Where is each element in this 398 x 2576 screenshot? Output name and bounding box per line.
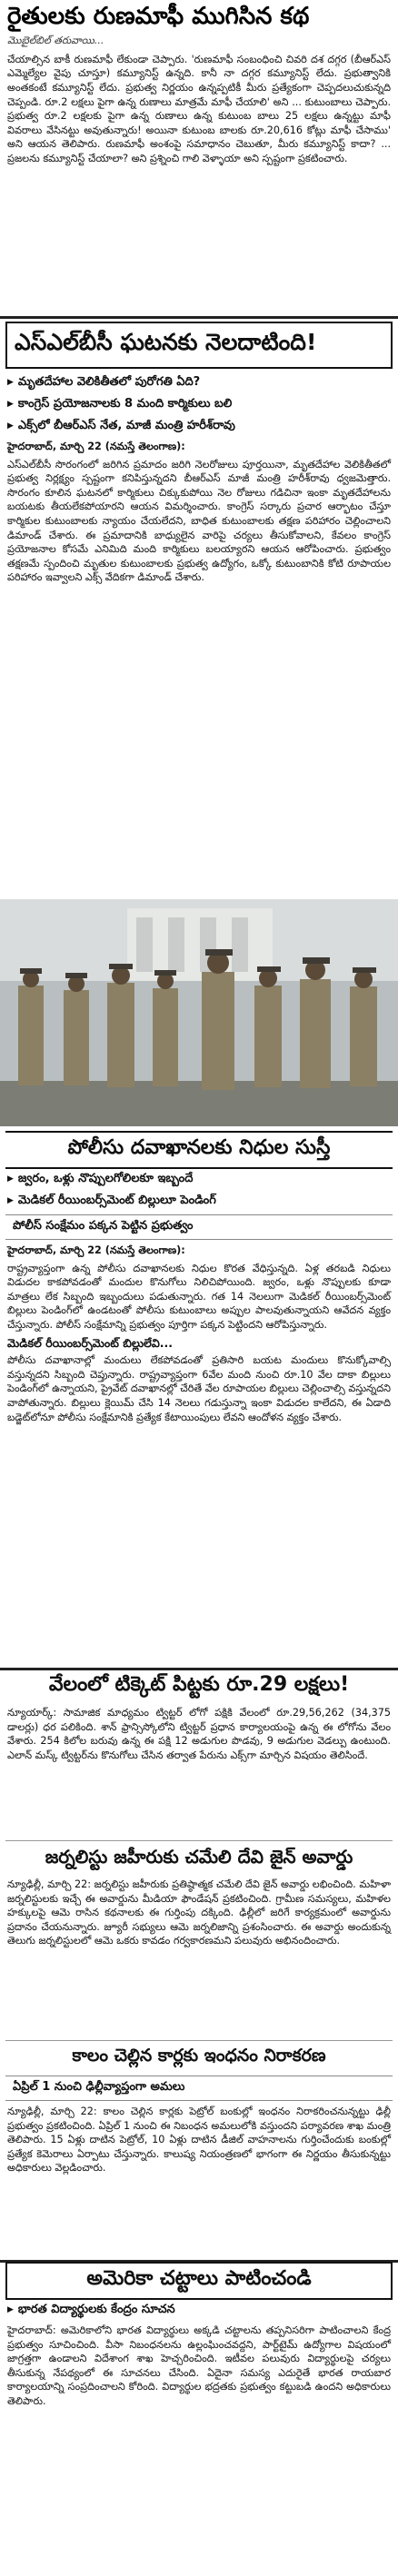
- story-loan-waiver: [0, 0, 398, 309]
- subhead-bullet: ▶ భారత విద్యార్థులకు కేంద్రం సూచన: [0, 2300, 398, 2322]
- subhead-bullet: ▶ ఎక్స్‌లో బీఆర్‌ఎస్ నేత, మాజీ మంత్రి హరీశ్‌రావు: [0, 416, 398, 438]
- story-body: ఎస్‌ఎల్‌బీసీ సొరంగంలో జరిగిన ప్రమాదం జరిగి నెలరోజులు పూర్తయినా, మృతదేహాల వెలికితీతలో ప్రభుత్వ నిర్లక్ష్యం స్పష్టంగా కనిపిస్తున్నదని బీఆర్‌ఎస్ మాజీ మంత్రి హరీశ్‌రావు ధ్వజమెత్తారు. సొరంగం కూలిన ఘటనలో కార్మికులు చిక్కుకుపోయి నెల రోజులు గడిచినా ఇంకా మృతదేహాలను బయటకు తీయలేకపోయారని ఆయన విమర్శించారు. కాంగ్రెస్ సర్కారు ప్రచార ఆర్భాటం చేస్తూ కార్మికుల కుటుంబాలకు న్యాయం చేయలేదని, బాధిత కుటుంబాలకు తక్షణ పరిహారం చెల్లించాలని డిమాండ్ చేశారు. ఈ ప్రమాదానికి బాధ్యులైన వారిపై చర్యలు తీసుకోవాలని, కేవలం కాంగ్రెస్ ప్రయోజనాల కోసమే ఎనిమిది మంది కార్మికులు బలయ్యారని ఆయన ఆరోపించారు. ప్రభుత్వం తక్షణమే స్పందించి మృతుల కుటుంబాలకు ప్రభుత్వ ఉద్యోగం, ఒక్కో కుటుంబానికి కోటి రూపాయల పరిహారం ఇవ్వాలని ఎక్స్ వేదికగా డిమాండ్ చేశారు.: [7, 458, 391, 584]
- story-body: న్యూఢిల్లీ, మార్చి 22: జర్నలిస్టు జహీరుకు ప్రతిష్ఠాత్మక చమేలి దేవి జైన్ అవార్డు లభించింది. మహిళా జర్నలిస్టులకు ఇచ్చే ఈ అవార్డును మీడియా ఫౌండేషన్ ప్రకటించింది. గ్రామీణ సమస్యలు, మహిళల హక్కులపై ఆమె రాసిన కథనాలకు ఈ గుర్తింపు దక్కింది. ఢిల్లీలో జరిగే కార్యక్రమంలో అవార్డును ప్రదానం చేయనున్నారు. జ్యూరీ సభ్యులు ఆమె జర్నలిజాన్ని ప్రశంసించారు. ఈ అవార్డు అందుకున్న తెలుగు జర్నలిస్టులలో ఆమె ఒకరు కావడం గర్వకారణమని పలువురు అభినందించారు.: [7, 1878, 391, 1947]
- story-body: హైదరాబాద్: అమెరికాలోని భారత విద్యార్థులు అక్కడి చట్టాలను తప్పనిసరిగా పాటించాలని కేంద్ర ప్రభుత్వం సూచించింది. వీసా నిబంధనలను ఉల్లంఘించవద్దని, పార్ట్‌టైమ్ ఉద్యోగాల విషయంలో జాగ్రత్తగా ఉండాలని విదేశాంగ శాఖ హెచ్చరించింది. ఇటీవల పలువురు విద్యార్థులపై చర్యలు తీసుకున్న నేపథ్యంలో ఈ సూచనలు చేసింది. ఏదైనా సమస్య ఎదురైతే భారత రాయబార కార్యాలయాన్ని సంప్రదించాలని కోరింది. విద్యార్థుల భద్రతకు ప్రభుత్వం కట్టుబడి ఉందని అధికారులు తెలిపారు.: [7, 2324, 391, 2407]
- story-twitter-bird: [0, 1669, 398, 1833]
- subhead-boxed: ఏప్రిల్ 1 నుంచి ఢిల్లీవ్యాప్తంగా అమలు: [5, 2076, 393, 2101]
- story-police-hospitals: [0, 1131, 398, 1658]
- subhead-bullet: ▶ జ్వరం, ఒళ్లు నొప్పులగోలిలకూ ఇబ్బందే: [0, 1169, 398, 1191]
- headline-loan-waiver: రైతులకు రుణమాఫీ ముగిసిన కథ: [7, 3, 310, 30]
- story-body: న్యూయార్క్: సామాజిక మాధ్యమం ట్విట్టర్ లోగో పక్షికి వేలంలో రూ.29,56,262 (34,375 డాలర్లు) ధర పలికింది. శాన్ ఫ్రాన్సిస్కోలోని ట్విట్టర్ ప్రధాన కార్యాలయంపై ఉన్న ఈ లోగోను వేలం వేశారు. 254 కిలోల బరువు ఉన్న ఈ పక్షి 12 అడుగుల పొడవు, 9 అడుగుల వెడల్పు ఉంటుంది. ఎలాన్ మస్క్ ట్విట్టర్‌ను కొనుగోలు చేసిన తర్వాత పేరును ఎక్స్‌గా మార్చిన విషయం తెలిసిందే.: [7, 1707, 391, 1761]
- dateline: హైదరాబాద్, మార్చి 22 (నమస్తే తెలంగాణ):: [7, 1244, 185, 1256]
- story-journalist-award: [0, 1842, 398, 2033]
- story-old-cars: [0, 2042, 398, 2251]
- divider: [5, 2040, 393, 2041]
- headline-slbc: ఎస్‌ఎల్‌బీసీ ఘటనకు నెలదాటింది!: [5, 322, 393, 369]
- story-us-laws: [0, 2262, 398, 2576]
- story-slbc: [0, 318, 398, 899]
- police-parade-photo: [0, 899, 398, 1126]
- headline-old-cars: కాలం చెల్లిన కార్లకు ఇంధనం నిరాకరణ: [72, 2046, 326, 2066]
- subhead-bullet: ▶ కాంగ్రెస్ ప్రయోజనాలకు 8 మంది కార్మికులు బలి: [0, 394, 398, 416]
- divider: [5, 1840, 393, 1841]
- subhead-bullet: ▶ మృతదేహాల వెలికితీతలో పురోగతి ఏది?: [0, 372, 398, 394]
- story-body: రాష్ట్రవ్యాప్తంగా ఉన్న పోలీసు దవాఖానలకు నిధుల కొరత వేధిస్తున్నది. ఏళ్ల తరబడి నిధులు విడుదల కాకపోవడంతో మందుల కొనుగోలు నిలిచిపోయింది. జ్వరం, ఒళ్లు నొప్పులకు కూడా మాత్రలు లేక సిబ్బంది ఇబ్బందులు పడుతున్నారు. గత 14 నెలలుగా మెడికల్ రీయింబర్స్‌మెంట్ బిల్లులు పెండింగ్‌లో ఉండటంతో పోలీసు కుటుంబాలు అప్పుల పాలవుతున్నాయని ఆవేదన వ్యక్తం చేస్తున్నారు. పోలీస్ సంక్షేమాన్ని ప్రభుత్వం పూర్తిగా పక్కన పెట్టిందని ఆరోపిస్తున్నారు.: [7, 1262, 391, 1331]
- story-body: న్యూఢిల్లీ, మార్చి 22: కాలం చెల్లిన కార్లకు పెట్రోల్ బంకుల్లో ఇంధనం నిరాకరించనున్నట్టు ఢిల్లీ ప్రభుత్వం ప్రకటించింది. ఏప్రిల్ 1 నుంచి ఈ నిబంధన అమలులోకి వస్తుందని పర్యావరణ శాఖ మంత్రి తెలిపారు. 15 ఏళ్లు దాటిన పెట్రోల్, 10 ఏళ్లు దాటిన డీజిల్ వాహనాలను గుర్తించేందుకు బంకుల్లో ప్రత్యేక కెమెరాలు ఏర్పాటు చేస్తున్నారు. కాలుష్య నియంత్రణలో భాగంగా ఈ నిర్ణయం తీసుకున్నట్టు అధికారులు వెల్లడించారు.: [7, 2105, 391, 2175]
- story-body: పోలీసు దవాఖానాల్లో మందులు లేకపోవడంతో ప్రతిసారి బయట మందులు కొనుక్కోవాల్సి వస్తున్నదని సిబ్బంది చెప్తున్నారు. రాష్ట్రవ్యాప్తంగా 6వేల మంది నుంచి రూ.10 వేల దాకా బిల్లులు పెండింగ్‌లో ఉన్నాయని, ప్రైవేట్ దవాఖానల్లో చేరితే వేల రూపాయల బిల్లులు చెల్లించాల్సి వస్తున్నదని వాపోతున్నారు. బిల్లులు క్లెయిమ్ చేసి 14 నెలలు గడుస్తున్నా ఇంకా విడుదల కాలేదని, ఈ ఏడాది బడ్జెట్‌లోనూ పోలీసు సంక్షేమానికి ప్రత్యేక కేటాయింపులు లేవని ఆందోళన వ్యక్తం చేశారు.: [7, 1354, 391, 1423]
- photo-illustration: [0, 899, 398, 1126]
- headline-twitter-bird: వేలంలో టిక్కెట్ పిట్టకు రూ.29 లక్షలు!: [48, 1673, 350, 1696]
- subhead-boxed: పోలీస్ సంక్షేమం పక్కన పెట్టిన ప్రభుత్వం: [5, 1214, 393, 1240]
- continuation-kicker: మొబైల్‌బిల్ తరువాయి...: [7, 34, 104, 46]
- story-body: చేయాల్సిన బాకీ రుణమాఫీ లేకుండా చెప్పారు. 'రుణమాఫీ సంబంధించి చివరి దశ దగ్గర (బీఆర్‌ఎస్ ఎమ్మెల్యేల వైపు చూస్తూ) కమ్యూనిస్ట్ ఉన్నది. కానీ నా దగ్గర కమ్యూనిస్ట్ లేదు. ప్రభుత్వానికి అంతకంటే కమ్యూనిస్ట్ లేదు. ప్రభుత్వ నిర్ణయం ఉన్నప్పటికీ మీరు ప్రత్యేకంగా చెప్పదలుచుకున్నది చెప్పండి. రూ.2 లక్షలు పైగా ఉన్న రుణాలు మాత్రమే మాఫీ చేయాలి' అని ... కుటుంబాలు చెప్పారు. ప్రభుత్వ రూ.2 లక్షలకు పైగా ఉన్న రుణాలు ఉన్న కుటుంబ బాలు 25 లక్షలు ఉన్నట్టు మాఫీ వివరాలు వేసినట్టు అవుతున్నారు! అయినా కుటుంబ బాలకు రూ.20,616 కోట్లు మాఫీ చేసాము' అని ఆయన తెలిపారు. రుణమాఫీ అంశంపై సమాధానం చెబుతూ, మీరు కమ్యూనిస్ట్ కాదా? ... ప్రజలను కమ్యూనిస్ట్ చేయాలా? అని ప్రశ్నించి గాలి వెళ్ళాయా అని స్పష్టంగా ప్రకటించారు.: [7, 53, 391, 165]
- dateline: హైదరాబాద్, మార్చి 22 (నమస్తే తెలంగాణ):: [7, 441, 185, 452]
- inline-subhead: మెడికల్ రీయింబర్స్‌మెంట్ బిల్లులేవి...: [7, 1335, 174, 1350]
- headline-journalist-award: జర్నలిస్టు జహీరుకు చమేలి దేవి జైన్ అవార్డు: [45, 1846, 353, 1868]
- headline-us-laws: అమెరికా చట్టాలు పాటించండి: [5, 2262, 393, 2300]
- subhead-bullet: ▶ మెడికల్ రీయింబర్స్‌మెంట్ బిల్లులూ పెండింగ్: [0, 1191, 398, 1213]
- headline-police-hospitals: పోలీసు దవాఖానలకు నిధుల సుస్తీ: [5, 1131, 393, 1169]
